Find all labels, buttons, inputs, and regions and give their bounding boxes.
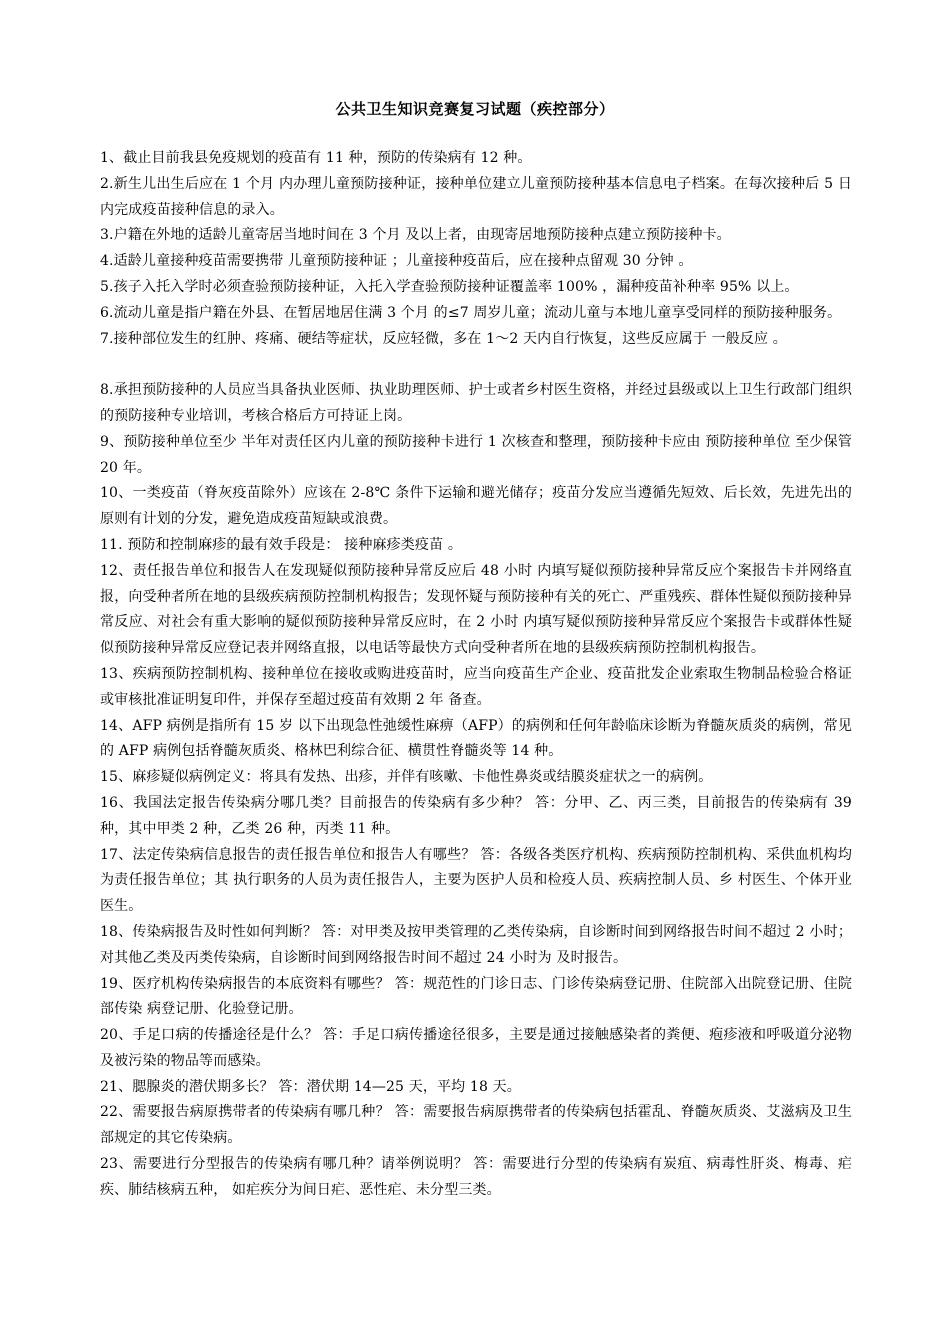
question-16: 16、我国法定报告传染病分哪几类？目前报告的传染病有多少种？ 答：分甲、乙、丙三类，目前报告的传染病有 39 种，其中甲类 2 种，乙类 26 种，丙类 11 种。 (100, 794, 852, 837)
question-22: 22、需要报告病原携带者的传染病有哪几种？ 答：需要报告病原携带者的传染病包括霍乱、脊髓灰质炎、艾滋病及卫生部规定的其它传染病。 (100, 1104, 852, 1147)
question-20: 20、手足口病的传播途径是什么？ 答：手足口病传播途径很多，主要是通过接触感染者的粪便、疱疹液和呼吸道分泌物及被污染的物品等而感染。 (100, 1027, 852, 1069)
document-title: 公共卫生知识竞赛复习试题（疾控部分） (335, 100, 615, 118)
question-19: 19、医疗机构传染病报告的本底资料有哪些？ 答：规范性的门诊日志、门诊传染病登记册、住院部入出院登记册、住院部传染 病登记册、化验登记册。 (100, 975, 852, 1018)
question-12: 12、责任报告单位和报告人在发现疑似预防接种异常反应后 48 小时 内填写疑似预防接种异常反应个案报告卡并网络直报，向受种者所在地的县级疾病预防控制机构报告；发现怀疑与预防接种有关的死亡、严重残疾、群体性疑似预防接种异常反应、对社会有重大影响的疑似预防接种异常反应时，在 2 小时 内填写疑似预防接种异常反应个案报告卡或群体性疑似预防接种异常反应登记表并网络直报，以电话等最快方式向受种者所在地的县级疾病预防控制机构报告。 (100, 562, 852, 657)
question-15: 15、麻疹疑似病例定义：将具有发热、出疹，并伴有咳嗽、卡他性鼻炎或结膜炎症状之一的病例。 (100, 769, 713, 786)
question-2: 2.新生儿出生后应在 1 个月 内办理儿童预防接种证，接种单位建立儿童预防接种基本信息电子档案。在每次接种后 5 日 内完成疫苗接种信息的录入。 (100, 175, 852, 218)
question-6: 6.流动儿童是指户籍在外县、在暂居地居住满 3 个月 的≤7 周岁儿童；流动儿童与本地儿童享受同样的预防接种服务。 (100, 304, 842, 321)
question-7: 7.接种部位发生的红肿、疼痛、硬结等症状，反应轻微，多在 1～2 天内自行恢复，这些反应属于 一般反应 。 (100, 330, 787, 347)
question-8: 8.承担预防接种的人员应当具备执业医师、执业助理医师、护士或者乡村医生资格，并经过县级或以上卫生行政部门组织的预防接种专业培训，考核合格后方可持证上岗。 (100, 382, 852, 424)
question-5: 5.孩子入托入学时必须查验预防接种证，入托入学查验预防接种证覆盖率 100% ，漏种疫苗补种率 95% 以上。 (100, 278, 799, 295)
question-21: 21、腮腺炎的潜伏期多长？ 答：潜伏期 14—25 天，平均 18 天。 (100, 1078, 521, 1095)
question-13: 13、疾病预防控制机构、接种单位在接收或购进疫苗时，应当向疫苗生产企业、疫苗批发企业索取生物制品检验合格证或审核批准证明复印件，并保存至超过疫苗有效期 2 年 备查。 (100, 665, 852, 708)
question-18: 18、传染病报告及时性如何判断？ 答：对甲类及按甲类管理的乙类传染病，自诊断时间到网络报告时间不超过 2 小时；对其他乙类及丙类传染病，自诊断时间到网络报告时间不超过 24 小时为 及时报告。 (100, 923, 852, 966)
question-17: 17、法定传染病信息报告的责任报告单位和报告人有哪些？ 答：各级各类医疗机构、疾病预防控制机构、采供血机构均为责任报告单位；其 执行职务的人员为责任报告人，主要为医护人员和检疫人员、疾病控制人员、乡 村医生、个体开业医生。 (100, 846, 852, 915)
question-11: 11. 预防和控制麻疹的最有效手段是： 接种麻疹类疫苗 。 (100, 536, 462, 553)
question-10: 10、一类疫苗（脊灰疫苗除外）应该在 2-8℃ 条件下运输和避光储存；疫苗分发应当遵循先短效、后长效，先进先出的原则有计划的分发，避免造成疫苗短缺或浪费。 (100, 485, 852, 528)
question-23: 23、需要进行分型报告的传染病有哪几种？请举例说明？ 答：需要进行分型的传染病有炭疽、病毒性肝炎、梅毒、疟疾、肺结核病五种， 如疟疾分为间日疟、恶性疟、未分型三类。 (100, 1156, 852, 1198)
blank-line (100, 352, 852, 378)
question-9: 9、预防接种单位至少 半年对责任区内儿童的预防接种卡进行 1 次核查和整理，预防接种卡应由 预防接种单位 至少保管 20 年。 (100, 433, 852, 476)
question-14: 14、AFP 病例是指所有 15 岁 以下出现急性弛缓性麻痹（AFP）的病例和任何年龄临床诊断为脊髓灰质炎的病例，常见的 AFP 病例包括脊髓灰质炎、格林巴利综合征、横贯性脊髓炎等 14 种。 (100, 717, 852, 760)
document-body (100, 146, 852, 1204)
question-1: 1、截止目前我县免疫规划的疫苗有 11 种，预防的传染病有 12 种。 (100, 150, 532, 166)
question-3: 3.户籍在外地的适龄儿童寄居当地时间在 3 个月 及以上者，由现寄居地预防接种点建立预防接种卡。 (100, 227, 731, 244)
question-4: 4.适龄儿童接种疫苗需要携带 儿童预防接种证 ；儿童接种疫苗后，应在接种点留观 30 分钟 。 (100, 253, 693, 270)
